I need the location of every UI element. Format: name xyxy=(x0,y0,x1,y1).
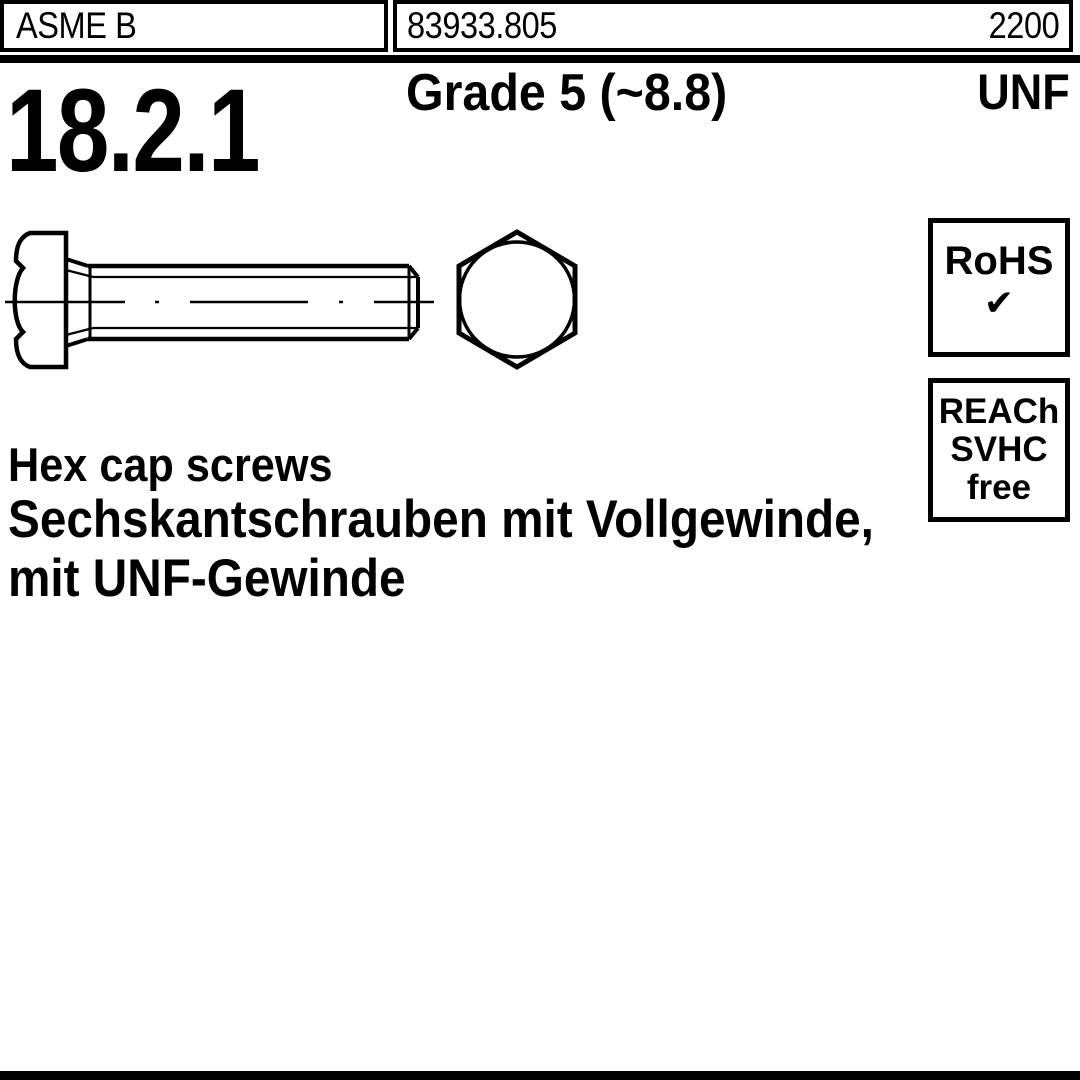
product-title-german-line1-text: Sechskantschrauben mit Vollgewinde, xyxy=(8,490,874,549)
thread-system-label xyxy=(967,63,1070,121)
reach-line3: free xyxy=(966,468,1032,507)
standard-box xyxy=(0,0,388,52)
thread-text: UNF xyxy=(977,64,1070,120)
hex-head-end-view-icon xyxy=(459,232,575,367)
article-number: 83933.805 xyxy=(407,5,557,46)
hex-cap-screw-technical-drawing xyxy=(0,210,600,390)
section-number-text: 18.2.1 xyxy=(6,65,259,197)
hex-screw-side-view-icon xyxy=(5,233,434,367)
rohs-badge xyxy=(928,218,1070,357)
section-number xyxy=(6,65,322,197)
hex-head-inscribed-circle xyxy=(460,242,575,357)
product-title-german-line2-text: mit UNF-Gewinde xyxy=(8,549,406,608)
page-bottom-bar xyxy=(0,1071,1080,1080)
standard-label: ASME B xyxy=(16,5,137,46)
product-title-german-line1 xyxy=(8,490,970,549)
header-divider-rule xyxy=(0,55,1080,63)
grade-label xyxy=(406,63,751,123)
hex-head-hexagon xyxy=(459,232,575,367)
reach-line1: REACh xyxy=(938,392,1060,431)
catalog-page-number: 2200 xyxy=(988,5,1059,46)
article-number-box xyxy=(393,0,1073,52)
product-title-english-text: Hex cap screws xyxy=(8,438,333,491)
product-title-english xyxy=(8,438,361,491)
check-icon: ✔ xyxy=(983,282,1015,323)
screw-head-outline xyxy=(15,233,66,367)
product-title-german-line2 xyxy=(8,549,450,608)
reach-line2: SVHC xyxy=(950,430,1048,469)
rohs-label: RoHS xyxy=(944,239,1054,283)
grade-text: Grade 5 (~8.8) xyxy=(406,64,728,122)
